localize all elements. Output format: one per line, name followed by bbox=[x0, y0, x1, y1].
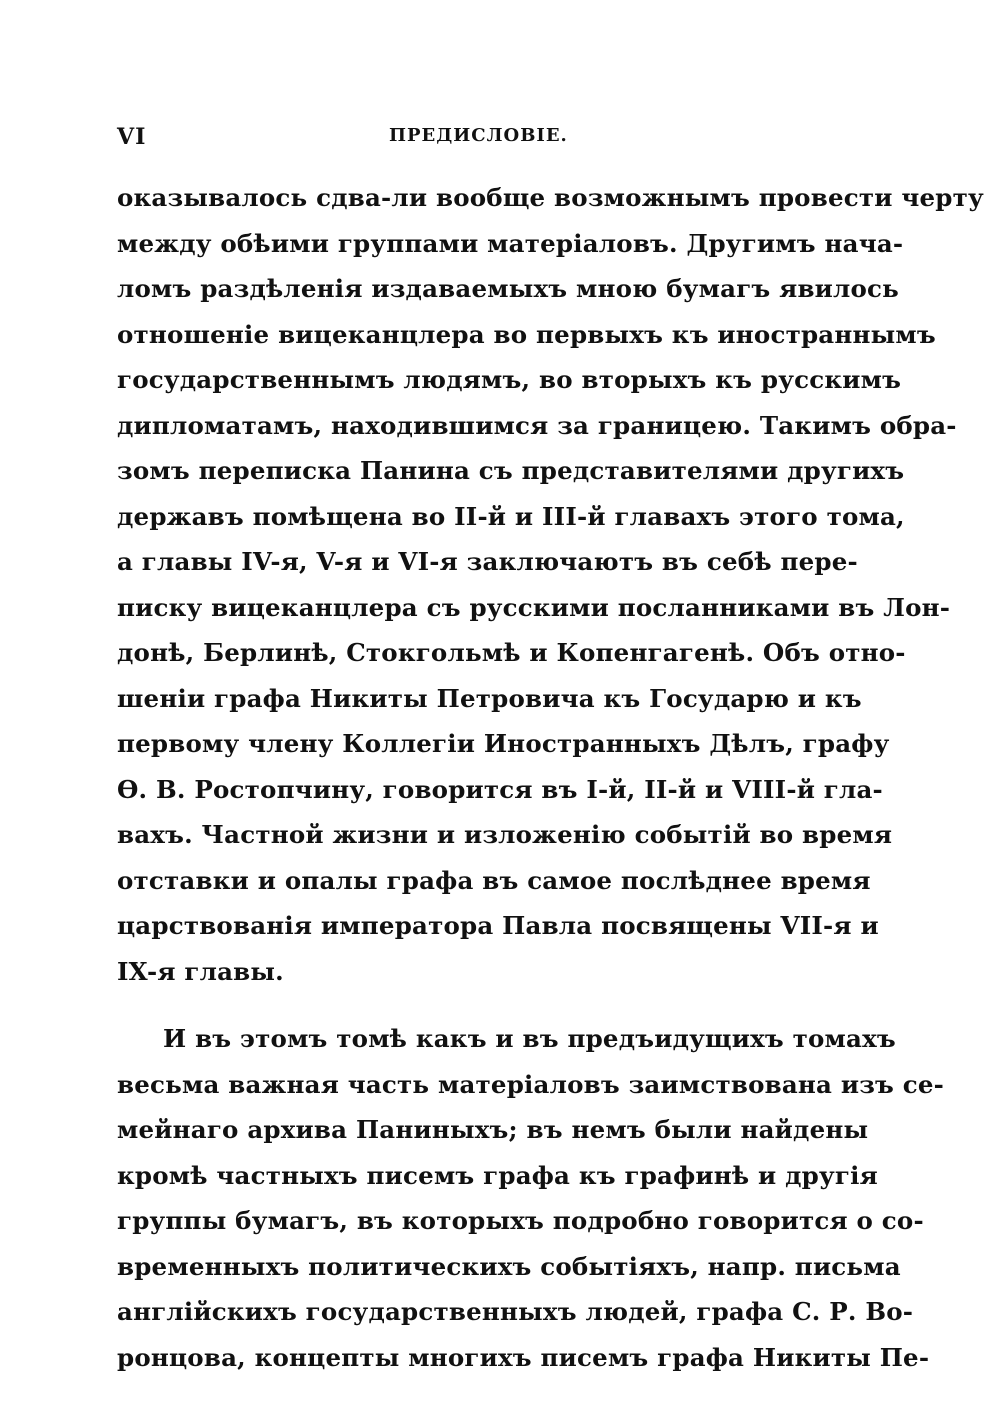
text-line: ронцова, концепты многихъ писемъ графа Никиты Пе- bbox=[117, 1342, 930, 1372]
text-line: государственнымъ людямъ, во вторыхъ къ русскимъ bbox=[117, 365, 902, 394]
text-line: вахъ. Частной жизни и изложенію событій во время bbox=[117, 820, 893, 849]
text-line: дипломатамъ, находившимся за границею. Такимъ обра- bbox=[117, 410, 957, 440]
paragraph-gap bbox=[117, 994, 817, 1016]
text-line: оказывалось сдва-ли вообще возможнымъ провести черту bbox=[117, 183, 984, 212]
text-line: И въ этомъ томѣ какъ и въ предъидущихъ томахъ bbox=[163, 1024, 896, 1053]
paragraph-2 bbox=[117, 1016, 945, 1380]
text-line: зомъ переписка Панина съ представителями другихъ bbox=[117, 456, 905, 485]
text-line: отношеніе вицеканцлера во первыхъ къ иностраннымъ bbox=[117, 319, 936, 349]
text-line: временныхъ политическихъ событіяхъ, напр. письма bbox=[117, 1251, 901, 1281]
text-line: шеніи графа Никиты Петровича къ Государю и къ bbox=[117, 683, 862, 713]
body-text bbox=[117, 175, 984, 1380]
text-line: донѣ, Берлинѣ, Стокгольмѣ и Копенгагенѣ. Объ отно- bbox=[117, 638, 906, 667]
text-line: отставки и опалы графа въ самое послѣднее время bbox=[117, 865, 871, 895]
running-head bbox=[117, 124, 817, 154]
text-line: мейнаго архива Паниныхъ; въ немъ были найдены bbox=[117, 1115, 869, 1144]
text-line: весьма важная часть матеріаловъ заимствована изъ се- bbox=[117, 1069, 945, 1099]
text-line: между обѣими группами матеріаловъ. Другимъ нача- bbox=[117, 228, 904, 258]
page-number: VI bbox=[117, 124, 147, 150]
running-title: ПРЕДИСЛОВІЕ. bbox=[389, 125, 568, 146]
text-line: писку вицеканцлера съ русскими посланниками въ Лон- bbox=[117, 592, 951, 622]
text-line: Ѳ. В. Ростопчину, говорится въ I-й, II-й и VIII-й гла- bbox=[117, 774, 883, 804]
text-line: англійскихъ государственныхъ людей, графа С. Р. Во- bbox=[117, 1297, 914, 1326]
text-line: ломъ раздѣленія издаваемыхъ мною бумагъ явилось bbox=[117, 274, 899, 303]
text-line: державъ помѣщена во II-й и III-й главахъ этого тома, bbox=[117, 501, 905, 531]
text-line: группы бумагъ, въ которыхъ подробно говорится о со- bbox=[117, 1206, 924, 1235]
text-line: кромѣ частныхъ писемъ графа къ графинѣ и другія bbox=[117, 1160, 878, 1190]
text-line: IX-я главы. bbox=[117, 956, 284, 986]
text-line: первому члену Коллегіи Иностранныхъ Дѣлъ, графу bbox=[117, 729, 890, 758]
paragraph-1 bbox=[117, 175, 984, 994]
text-line: а главы IV-я, V-я и VI-я заключаютъ въ себѣ пере- bbox=[117, 547, 858, 576]
text-line: царствованія императора Павла посвящены VII-я и bbox=[117, 911, 879, 940]
